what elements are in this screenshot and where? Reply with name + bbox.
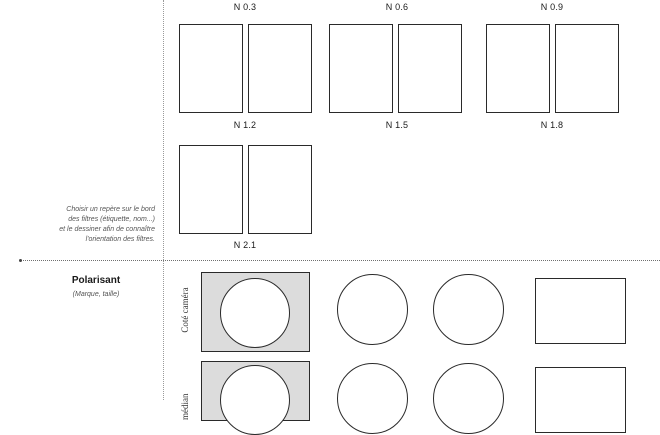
note-line: et le dessiner afin de connaître (59, 226, 155, 233)
nd-label: N 2.1 (233, 240, 257, 250)
nd-filter-box (329, 24, 393, 113)
nd-filter-box (248, 145, 312, 234)
polarizer-circle (220, 278, 290, 348)
orientation-note (20, 205, 155, 245)
horizontal-divider (20, 260, 660, 261)
polarizer-circle (433, 274, 504, 345)
nd-label: N 1.2 (233, 120, 257, 130)
polarizer-subtitle: (Marque, taille) (72, 291, 120, 298)
polarizer-circle (433, 363, 504, 434)
polarizer-title: Polarisant (71, 275, 121, 286)
nd-filter-box (398, 24, 462, 113)
nd-filter-box (248, 24, 312, 113)
side-median-label: médian (180, 393, 190, 420)
nd-label: N 1.5 (385, 120, 409, 130)
vertical-divider (163, 0, 164, 400)
nd-label: N 0.6 (385, 2, 409, 12)
polarizer-rect (535, 278, 626, 344)
note-line: des filtres (étiquette, nom...) (68, 216, 155, 223)
polarizer-circle (220, 365, 290, 435)
note-line: l'orientation des filtres. (85, 236, 155, 243)
nd-label: N 0.9 (540, 2, 564, 12)
polarizer-circle (337, 274, 408, 345)
note-line: Choisir un repère sur le bord (66, 206, 155, 213)
polarizer-frame (201, 361, 310, 421)
polarizer-rect (535, 367, 626, 433)
divider-endpoint (19, 259, 22, 262)
nd-label: N 1.8 (540, 120, 564, 130)
nd-label: N 0.3 (233, 2, 257, 12)
nd-filter-box (486, 24, 550, 113)
polarizer-circle (337, 363, 408, 434)
side-camera-label: Coté caméra (180, 287, 190, 333)
nd-filter-box (555, 24, 619, 113)
nd-filter-box (179, 24, 243, 113)
nd-filter-box (179, 145, 243, 234)
polarizer-frame (201, 272, 310, 352)
